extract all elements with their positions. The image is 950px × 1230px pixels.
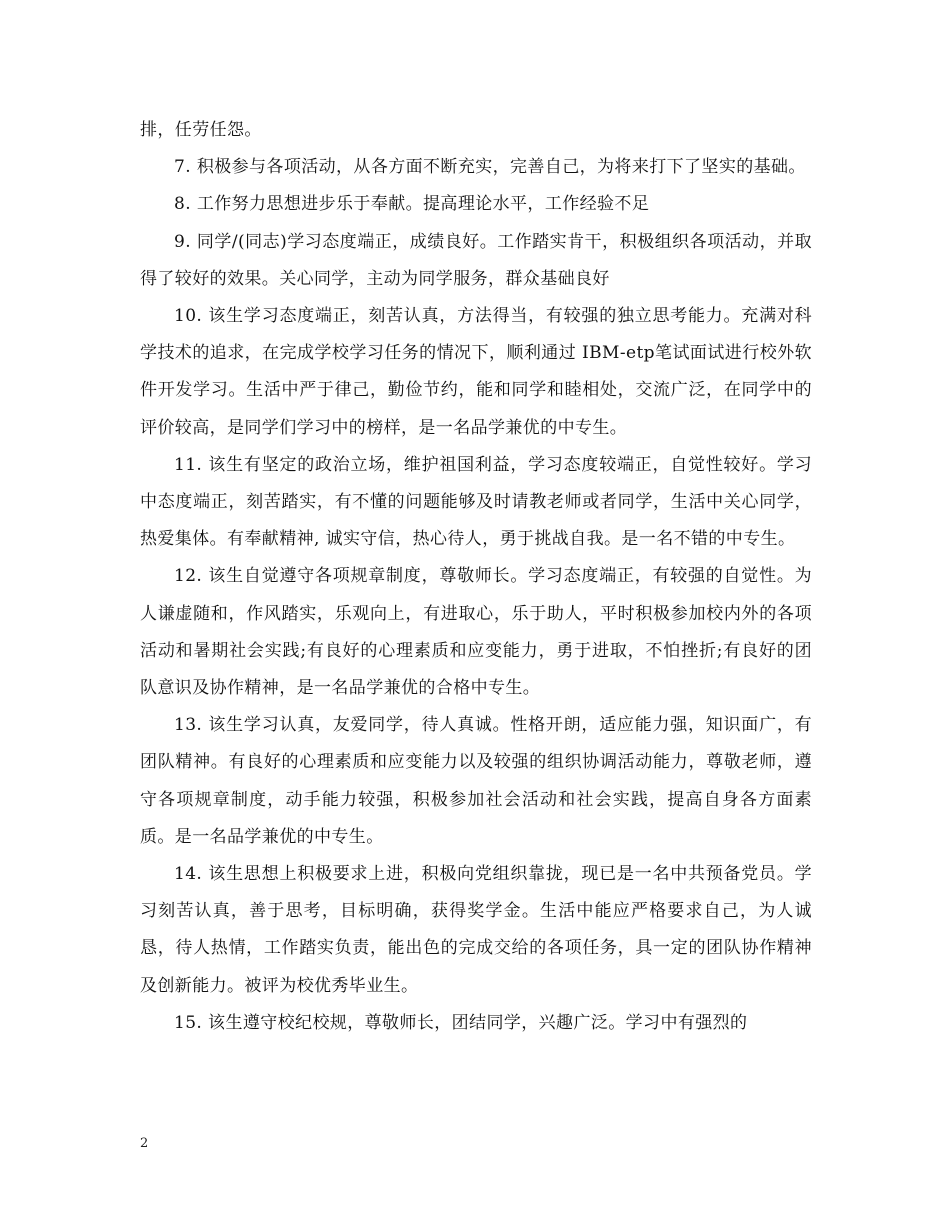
paragraph-item-9: 9. 同学/(同志)学习态度端正，成绩良好。工作踏实肯干，积极组织各项活动，并取得了较好的效果。关心同学，主动为同学服务，群众基础良好 <box>140 231 812 289</box>
paragraph-item-7: 7. 积极参与各项活动，从各方面不断充实，完善自己，为将来打下了坚实的基础。 <box>174 157 806 178</box>
paragraph-item-8: 8. 工作努力思想进步乐于奉献。提高理论水平，工作经验不足 <box>174 194 650 215</box>
paragraph-item-15: 15. 该生遵守校纪校规，尊敬师长，团结同学，兴趣广泛。学习中有强烈的 <box>174 1012 748 1033</box>
paragraph-item-14: 14. 该生思想上积极要求上进，积极向党组织靠拢，现已是一名中共预备党员。学习刻苦认真，善于思考，目标明确，获得奖学金。生活中能应严格要求自己，为人诚恳，待人热情，工作踏实负责，能出色的完成交给的各项任务，具一定的团队协作精神及创新能力。被评为校优秀毕业生。 <box>140 864 812 996</box>
paragraph-item-13: 13. 该生学习认真，友爱同学，待人真诚。性格开朗，适应能力强，知识面广，有团队精神。有良好的心理素质和应变能力以及较强的组织协调活动能力，尊敬老师，遵守各项规章制度，动手能力较强，积极参加社会活动和社会实践，提高自身各方面素质。是一名品学兼优的中专生。 <box>140 715 812 847</box>
paragraph-item-10: 10. 该生学习态度端正，刻苦认真，方法得当，有较强的独立思考能力。充满对科学技术的追求，在完成学校学习任务的情况下，顺利通过 IBM-etp笔试面试进行校外软件开发学习。生活中严于律己，勤俭节约，能和同学和睦相处，交流广泛，在同学中的评价较高，是同学们学习中的榜样，是一名品学兼优的中专生。 <box>140 306 812 438</box>
paragraph-item-11: 11. 该生有坚定的政治立场，维护祖国利益，学习态度较端正，自觉性较好。学习中态度端正，刻苦踏实，有不懂的问题能够及时请教老师或者同学，生活中关心同学，热爱集体。有奉献精神, 诚实守信，热心待人，勇于挑战自我。是一名不错的中专生。 <box>140 454 812 550</box>
page-number: 2 <box>140 1136 149 1151</box>
paragraph-item-12: 12. 该生自觉遵守各项规章制度，尊敬师长。学习态度端正，有较强的自觉性。为人谦虚随和，作风踏实，乐观向上，有进取心，乐于助人，平时积极参加校内外的各项活动和暑期社会实践;有良好的心理素质和应变能力，勇于进取，不怕挫折;有良好的团队意识及协作精神，是一名品学兼优的合格中专生。 <box>140 566 812 699</box>
paragraph-continuation: 排，任劳任怨。 <box>140 120 262 140</box>
document-body <box>140 112 812 1042</box>
